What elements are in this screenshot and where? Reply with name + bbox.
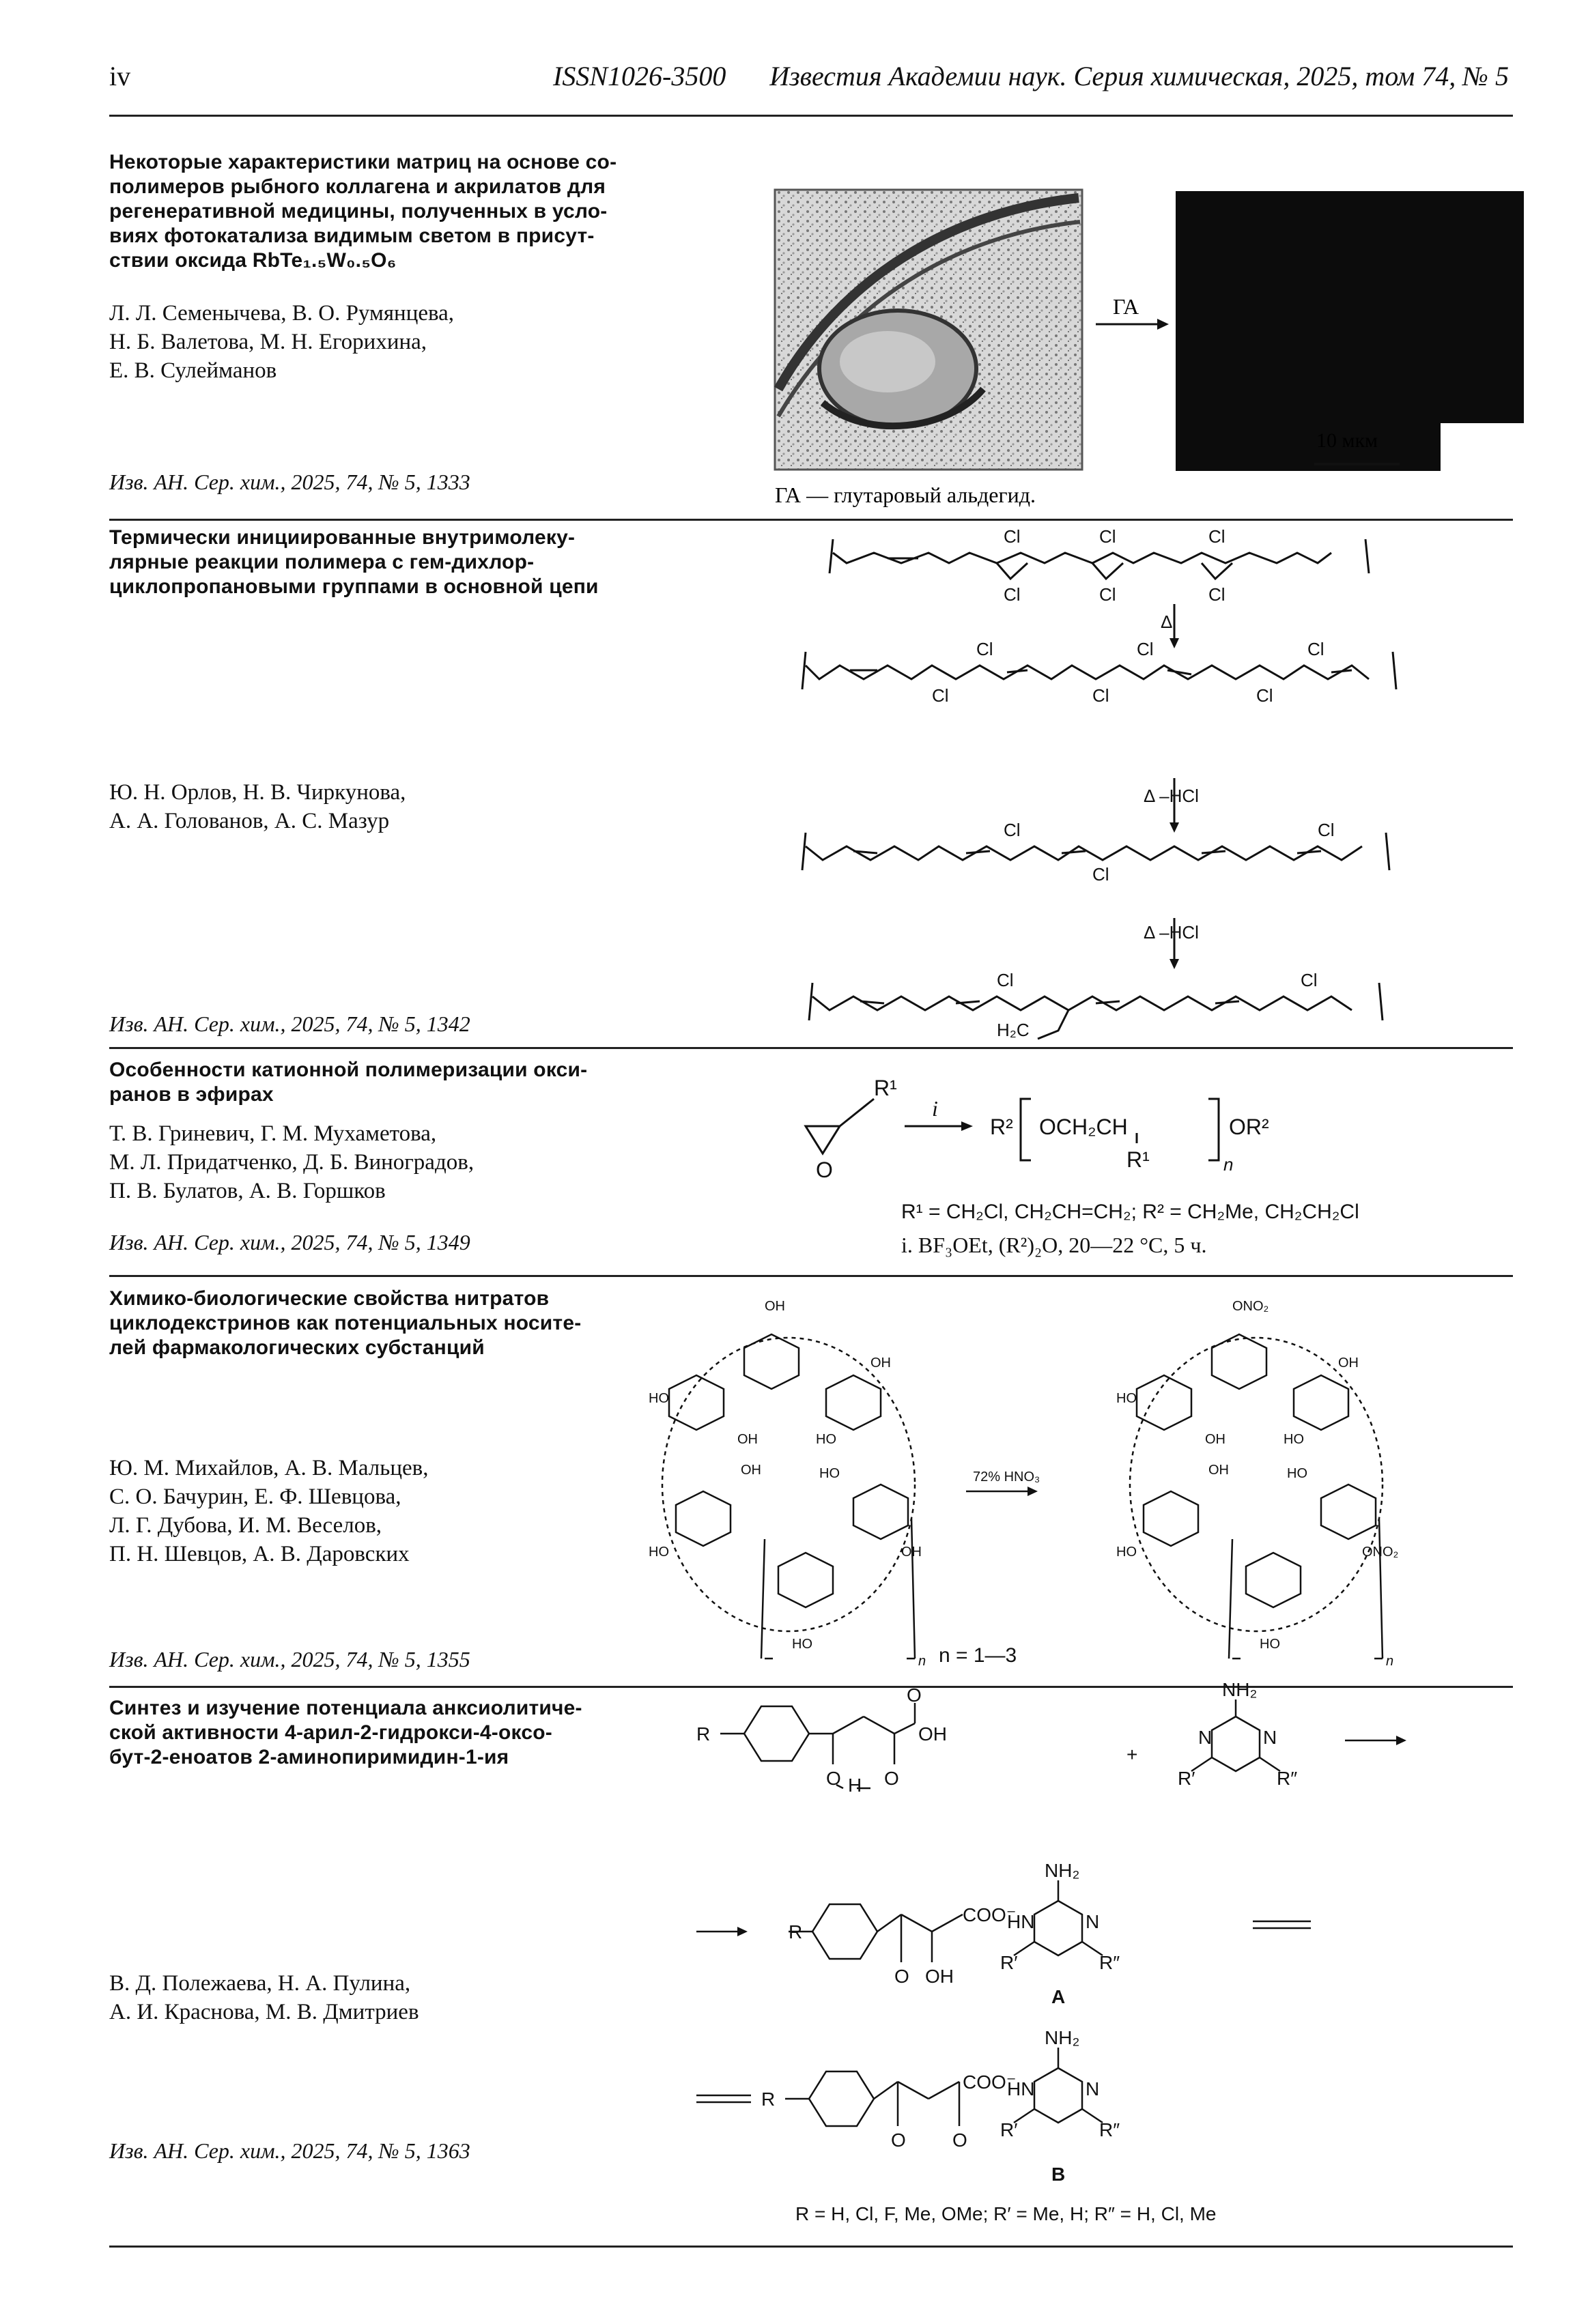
svg-text:OH: OH	[1205, 1432, 1225, 1447]
svg-text:R = H, Cl, F, Me, OMe; R′ = Me: R = H, Cl, F, Me, OMe; R′ = Me, H; R″ = H, Cl, Me	[795, 2203, 1217, 2224]
svg-text:+: +	[1126, 1744, 1138, 1765]
svg-text:Cl: Cl	[1318, 820, 1335, 840]
svg-text:COO⁻: COO⁻	[963, 1904, 1017, 1925]
svg-text:Δ: Δ	[1161, 612, 1173, 632]
svg-text:OR²: OR²	[1229, 1115, 1269, 1139]
svg-text:OH: OH	[1208, 1463, 1229, 1478]
svg-text:Cl: Cl	[932, 685, 949, 706]
svg-text:R: R	[696, 1723, 711, 1745]
svg-text:B: B	[1051, 2164, 1066, 2185]
svg-text:NH₂: NH₂	[1045, 1860, 1080, 1881]
ga-arrow	[1096, 294, 1169, 330]
entry-title: Особенности катионной полимеризации окси- ранов в эфирах	[109, 1059, 588, 1106]
svg-text:OCH₂CH: OCH₂CH	[1039, 1115, 1128, 1139]
entry-authors: Ю. Н. Орлов, Н. В. Чиркунова, А. А. Голованов, А. С. Мазур	[109, 780, 406, 833]
entry-divider	[109, 1686, 1513, 1688]
svg-text:OH: OH	[870, 1355, 891, 1371]
svg-text:R¹: R¹	[1126, 1147, 1150, 1172]
svg-text:i: i	[932, 1096, 938, 1121]
svg-text:Cl: Cl	[1301, 970, 1318, 990]
svg-text:O: O	[894, 1966, 909, 1987]
svg-text:O: O	[826, 1768, 841, 1789]
svg-text:n: n	[1386, 1654, 1394, 1669]
abstract-entry-2	[109, 526, 1513, 1041]
svg-text:Δ –HCl: Δ –HCl	[1144, 786, 1199, 806]
entry-reference: Изв. АН. Сер. хим., 2025, 74, № 5, 1333	[109, 470, 470, 494]
svg-text:Cl: Cl	[1004, 526, 1021, 547]
entry-divider	[109, 519, 1513, 521]
svg-text:R′: R′	[1178, 1768, 1195, 1789]
svg-text:Cl: Cl	[1099, 584, 1116, 605]
micrograph-after	[1176, 191, 1524, 471]
svg-text:H: H	[848, 1775, 862, 1796]
svg-text:Cl: Cl	[976, 639, 993, 659]
svg-text:OH: OH	[918, 1723, 947, 1745]
thermal-reaction-scheme	[792, 526, 1513, 1040]
entry-divider	[109, 1047, 1513, 1049]
svg-text:R″: R″	[1277, 1768, 1298, 1789]
svg-text:O: O	[952, 2129, 967, 2151]
svg-text:R′: R′	[1000, 2119, 1018, 2140]
abstract-entry-4	[109, 1287, 1513, 1682]
entry-reference: Изв. АН. Сер. хим., 2025, 74, № 5, 1342	[109, 1012, 470, 1036]
svg-text:N: N	[1086, 2078, 1100, 2099]
arrow-label: ГА	[1113, 294, 1139, 319]
svg-text:OH: OH	[741, 1463, 761, 1478]
svg-text:n: n	[1223, 1154, 1234, 1175]
svg-text:HN: HN	[1007, 1911, 1035, 1932]
svg-text:O: O	[891, 2129, 906, 2151]
svg-text:Cl: Cl	[1307, 639, 1324, 659]
svg-text:O: O	[884, 1768, 899, 1789]
svg-text:H₂C: H₂C	[997, 1020, 1030, 1040]
figure-caption: ГА — глутаровый альдегид.	[775, 483, 1036, 507]
page-number: iv	[109, 61, 131, 91]
entry-authors: Т. В. Гриневич, Г. М. Мухаметова, М. Л. Придатченко, Д. Б. Виноградов, П. В. Булатов, А. В. Горшков	[109, 1121, 474, 1203]
svg-text:72% HNO₃: 72% HNO₃	[973, 1469, 1040, 1484]
abstract-entry-3	[109, 1058, 1513, 1269]
svg-text:N: N	[1198, 1727, 1213, 1748]
entry-divider	[109, 1275, 1513, 1277]
svg-text:R²: R²	[990, 1115, 1013, 1139]
svg-text:HO: HO	[1116, 1391, 1137, 1406]
svg-text:OH: OH	[737, 1432, 758, 1447]
micrograph-before	[775, 190, 1082, 470]
entry-title: Термически инициированные внутримолеку- лярные реакции полимера с гем-дихлор- циклопропановыми группами в основной цепи	[109, 526, 599, 598]
svg-text:HO: HO	[819, 1466, 840, 1481]
svg-text:HO: HO	[1287, 1466, 1307, 1481]
svg-text:i. BF₃OEt, (R²)₂O, 20—22 °C, 5: i. BF₃OEt, (R²)₂O, 20—22 °C, 5 ч.	[901, 1233, 1207, 1257]
svg-text:HO: HO	[792, 1637, 812, 1652]
entry-title: Некоторые характеристики матриц на основе со- полимеров рыбного коллагена и акрилатов для регенеративной медицины, полученных в усло- виях фотокатализа видимым светом в присут- ствии оксида RbTe₁.₅W₀.₅O₆	[109, 151, 617, 272]
svg-text:R: R	[761, 2089, 776, 2110]
svg-text:Cl: Cl	[1092, 864, 1109, 885]
svg-text:HO: HO	[649, 1391, 669, 1406]
issn: ISSN1026-3500	[553, 61, 726, 91]
svg-text:Cl: Cl	[1004, 584, 1021, 605]
svg-text:COO⁻: COO⁻	[963, 2071, 1017, 2093]
svg-text:HO: HO	[1116, 1545, 1137, 1560]
svg-text:n: n	[918, 1654, 926, 1669]
svg-text:A: A	[1051, 1986, 1066, 2007]
svg-text:R′: R′	[1000, 1952, 1018, 1973]
polymerization-scheme	[785, 1058, 1513, 1263]
entry-authors: Л. Л. Семенычева, В. О. Румянцева, Н. Б. Валетова, М. Н. Егорихина, Е. В. Сулейманов	[109, 301, 455, 383]
scale-bar-label: 10 мкм	[1316, 429, 1378, 452]
svg-text:Cl: Cl	[1004, 820, 1021, 840]
entry-title: Синтез и изучение потенциала анксиолитиче- ской активности 4-арил-2-гидрокси-4-оксо- бут-2-еноатов 2-аминопиримидин-1-ия	[109, 1697, 582, 1768]
abstract-entry-5	[109, 1679, 1513, 2242]
entry-reference: Изв. АН. Сер. хим., 2025, 74, № 5, 1363	[109, 2138, 470, 2163]
entry-authors: В. Д. Полежаева, Н. А. Пулина, А. И. Краснова, М. В. Дмитриев	[109, 1971, 419, 2024]
svg-text:R: R	[789, 1921, 803, 1942]
entry-reference: Изв. АН. Сер. хим., 2025, 74, № 5, 1349	[109, 1230, 470, 1254]
svg-text:Cl: Cl	[1208, 584, 1225, 605]
svg-text:HO: HO	[1284, 1432, 1304, 1447]
svg-text:NH₂: NH₂	[1222, 1679, 1258, 1700]
svg-text:Δ –HCl: Δ –HCl	[1144, 922, 1199, 943]
svg-text:Cl: Cl	[1208, 526, 1225, 547]
svg-text:OH: OH	[1338, 1355, 1359, 1371]
svg-text:NH₂: NH₂	[1045, 2027, 1080, 2048]
cyclodextrin-nitration-scheme	[628, 1287, 1513, 1682]
entry-authors: Ю. М. Михайлов, А. В. Мальцев, С. О. Бачурин, Е. Ф. Шевцова, Л. Г. Дубова, И. М. Веселов, П. Н. Шевцов, А. В. Даровских	[109, 1456, 429, 1566]
svg-text:Cl: Cl	[1092, 685, 1109, 706]
svg-text:N: N	[1086, 1911, 1100, 1932]
micrograph-figure	[662, 171, 1513, 512]
entry-reference: Изв. АН. Сер. хим., 2025, 74, № 5, 1355	[109, 1647, 470, 1672]
journal-title: Известия Академии наук. Серия химическая, 2025, том 74, № 5	[769, 61, 1509, 91]
svg-text:ONO₂: ONO₂	[1232, 1299, 1269, 1314]
bottom-rule	[109, 2246, 1513, 2248]
svg-text:N: N	[1263, 1727, 1277, 1748]
svg-text:OH: OH	[925, 1966, 954, 1987]
svg-text:HO: HO	[649, 1545, 669, 1560]
svg-text:O: O	[907, 1684, 922, 1706]
svg-text:R″: R″	[1099, 1952, 1120, 1973]
svg-text:HN: HN	[1007, 2078, 1035, 2099]
page-header	[109, 60, 1509, 101]
aminopyrimidinium-scheme	[690, 1679, 1513, 2228]
svg-text:HO: HO	[816, 1432, 836, 1447]
svg-text:n = 1—3: n = 1—3	[939, 1644, 1017, 1667]
svg-text:Cl: Cl	[1256, 685, 1273, 706]
svg-text:R¹: R¹	[874, 1076, 897, 1100]
svg-text:OH: OH	[765, 1299, 785, 1314]
svg-text:OH: OH	[901, 1545, 922, 1560]
svg-text:Cl: Cl	[1137, 639, 1154, 659]
svg-text:HO: HO	[1260, 1637, 1280, 1652]
abstract-entry-1	[109, 150, 1513, 505]
header-rule	[109, 115, 1513, 117]
entry-title: Химико-биологические свойства нитратов циклодекстринов как потенциальных носите- лей фармакологических субстанций	[109, 1287, 582, 1359]
svg-text:Cl: Cl	[1099, 526, 1116, 547]
svg-text:ONO₂: ONO₂	[1362, 1545, 1399, 1560]
svg-text:Cl: Cl	[997, 970, 1014, 990]
svg-text:R″: R″	[1099, 2119, 1120, 2140]
svg-text:O: O	[816, 1158, 833, 1182]
svg-text:R¹ = CH₂Cl, CH₂CH=CH₂; R² = CH: R¹ = CH₂Cl, CH₂CH=CH₂; R² = CH₂Me, CH₂CH₂Cl	[901, 1201, 1359, 1223]
